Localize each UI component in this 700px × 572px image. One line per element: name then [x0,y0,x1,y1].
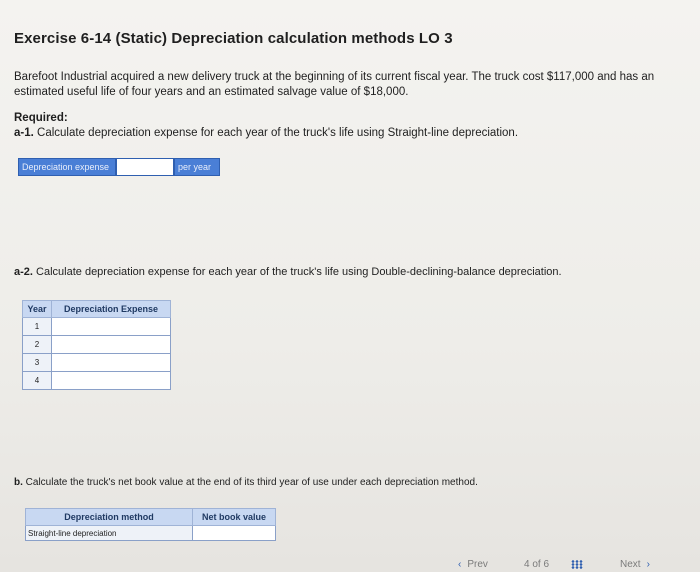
ddb-expense-input-4[interactable] [52,372,170,389]
ddb-expense-cell[interactable] [52,336,171,354]
ddb-expense-cell[interactable] [52,318,171,336]
prev-label: Prev [467,559,488,570]
prev-button[interactable] [458,559,488,570]
next-label: Next [620,559,641,570]
table-row [23,372,171,390]
ddb-col-expense: Depreciation Expense [52,301,171,318]
pagination-bar [0,555,700,572]
page-total: 6 [543,559,550,570]
b-prefix: b. [14,477,23,488]
b-question: Calculate the truck's net book value at the end of its third year of use under each depreciation method. [25,477,478,488]
page-indicator [524,559,549,570]
page-title: Exercise 6-14 (Static) Depreciation calculation methods LO 3 [14,30,453,47]
grid-icon[interactable] [571,560,583,569]
chevron-left-icon: ‹ [458,559,462,570]
table-row [23,354,171,372]
problem-statement: Barefoot Industrial acquired a new delivery truck at the beginning of its current fiscal year. The truck cost $117,000 and has an estimated useful life of four years and an estimated salvage value of $18,000. [14,71,655,98]
ddb-expense-input-1[interactable] [52,318,170,335]
chevron-right-icon: › [646,559,650,570]
per-year-label: per year [174,158,220,176]
page-current: 4 [524,559,530,570]
ddb-year-cell: 3 [23,354,52,372]
requirements [14,111,518,141]
a2-question: Calculate depreciation expense for each year of the truck's life using Double-declining-balance depreciation. [36,266,562,278]
b-question-block [14,477,478,488]
ddb-expense-input-3[interactable] [52,354,170,371]
table-row [26,526,276,541]
table-row [23,336,171,354]
next-button[interactable] [620,559,650,570]
ddb-year-cell: 4 [23,372,52,390]
depreciation-expense-input[interactable] [116,158,174,176]
required-label: Required: [14,112,68,124]
nbv-col-method: Depreciation method [26,509,193,526]
table-row [23,318,171,336]
page-of: of [532,559,541,570]
ddb-expense-input-2[interactable] [52,336,170,353]
ddb-expense-cell[interactable] [52,372,171,390]
ddb-expense-cell[interactable] [52,354,171,372]
ddb-col-year: Year [23,301,52,318]
depreciation-expense-label: Depreciation expense [18,158,116,176]
a1-question: Calculate depreciation expense for each year of the truck's life using Straight-line depreciation. [37,127,519,139]
a2-prefix: a-2. [14,266,33,278]
net-book-value-table [25,508,276,541]
nbv-method-cell: Straight-line depreciation [26,526,193,541]
nbv-value-cell[interactable] [193,526,276,541]
ddb-table [22,300,171,390]
straight-line-answer-row [18,158,220,176]
ddb-year-cell: 1 [23,318,52,336]
a1-prefix: a-1. [14,127,34,139]
ddb-year-cell: 2 [23,336,52,354]
nbv-col-value: Net book value [193,509,276,526]
a2-question-block [14,266,562,278]
